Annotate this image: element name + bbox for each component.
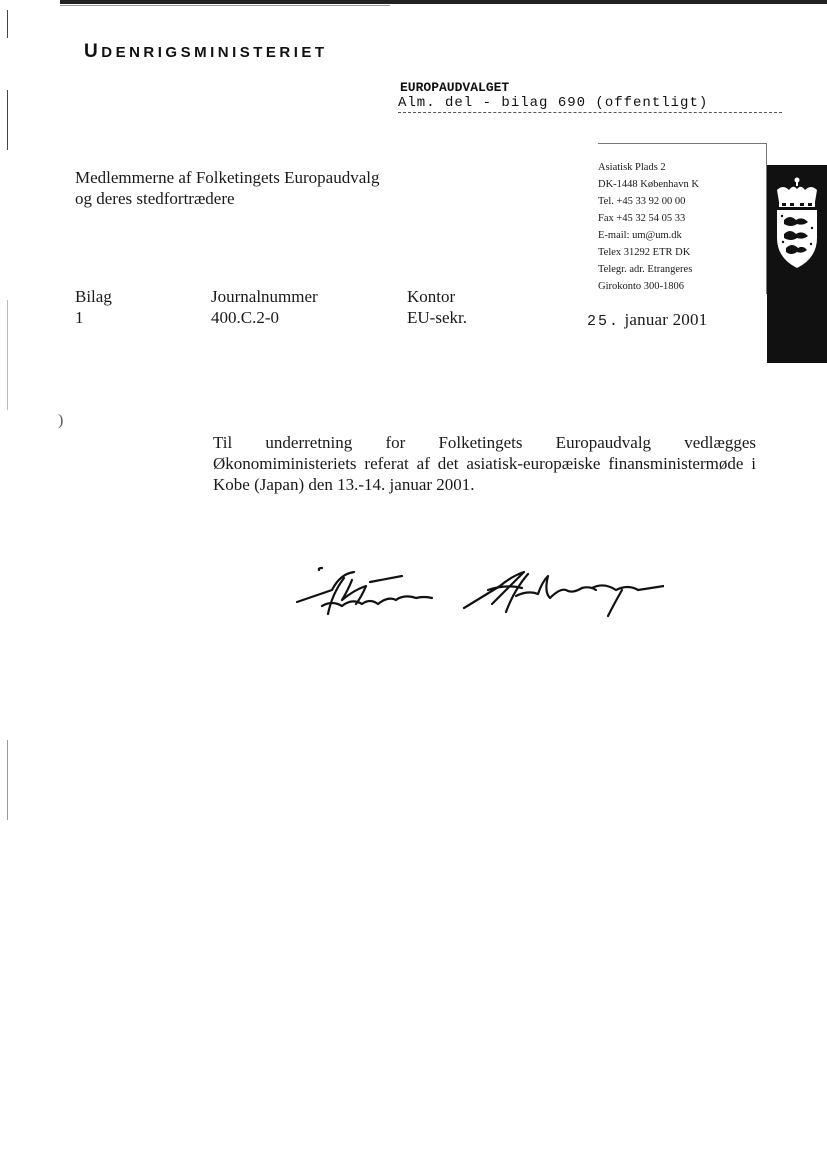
sender-city: DK-1448 København K	[598, 179, 699, 190]
scan-edge-mark	[7, 10, 8, 38]
committee-stamp-title: EUROPAUDVALGET	[400, 80, 510, 95]
royal-crest-icon	[773, 176, 821, 272]
sender-address: Asiatisk Plads 2	[598, 162, 666, 173]
bilag-label: Bilag	[75, 287, 112, 306]
letter-date	[587, 310, 707, 330]
journal-label: Journalnummer	[211, 287, 318, 306]
scan-edge-mark	[7, 90, 8, 150]
scan-edge-mark	[7, 740, 8, 820]
sender-email: E-mail: um@um.dk	[598, 230, 682, 241]
handwritten-signature	[292, 560, 664, 626]
sender-telegram: Telegr. adr. Etrangeres	[598, 264, 693, 275]
journal-value: 400.C.2-0	[211, 308, 279, 327]
sender-giro: Girokonto 300-1806	[598, 281, 685, 292]
date-month-year: januar 2001	[624, 310, 708, 329]
recipient-line: Medlemmerne af Folketingets Europaudvalg	[75, 168, 380, 187]
date-day: 25.	[587, 313, 621, 330]
ministry-name: UDENRIGSMINISTERIET	[84, 41, 328, 62]
top-border-thin-rule	[60, 5, 390, 6]
margin-mark: )	[58, 412, 64, 429]
scan-edge-mark	[7, 300, 8, 410]
reference-kontor	[407, 286, 467, 328]
sender-info	[598, 159, 699, 295]
sender-fax: Fax +45 32 54 05 33	[598, 213, 686, 224]
kontor-label: Kontor	[407, 287, 456, 306]
sender-tel: Tel. +45 33 92 00 00	[598, 196, 686, 207]
bilag-value: 1	[75, 308, 84, 327]
letter-body: Til underretning for Folketingets Europaudvalg vedlægges Økonomiministeriets referat af det asiatisk-europæiske finansministermøde i Kobe (Japan) den 13.-14. januar 2001.	[213, 433, 756, 494]
kontor-value: EU-sekr.	[407, 308, 467, 327]
reference-journal	[211, 286, 318, 328]
reference-bilag	[75, 286, 112, 328]
recipient-line: og deres stedfortrædere	[75, 189, 235, 208]
sender-telex: Telex 31292 ETR DK	[598, 247, 691, 258]
recipient-block	[75, 167, 380, 209]
committee-stamp-reference: Alm. del - bilag 690 (offentligt)	[398, 95, 782, 113]
top-border-rule	[60, 0, 827, 4]
